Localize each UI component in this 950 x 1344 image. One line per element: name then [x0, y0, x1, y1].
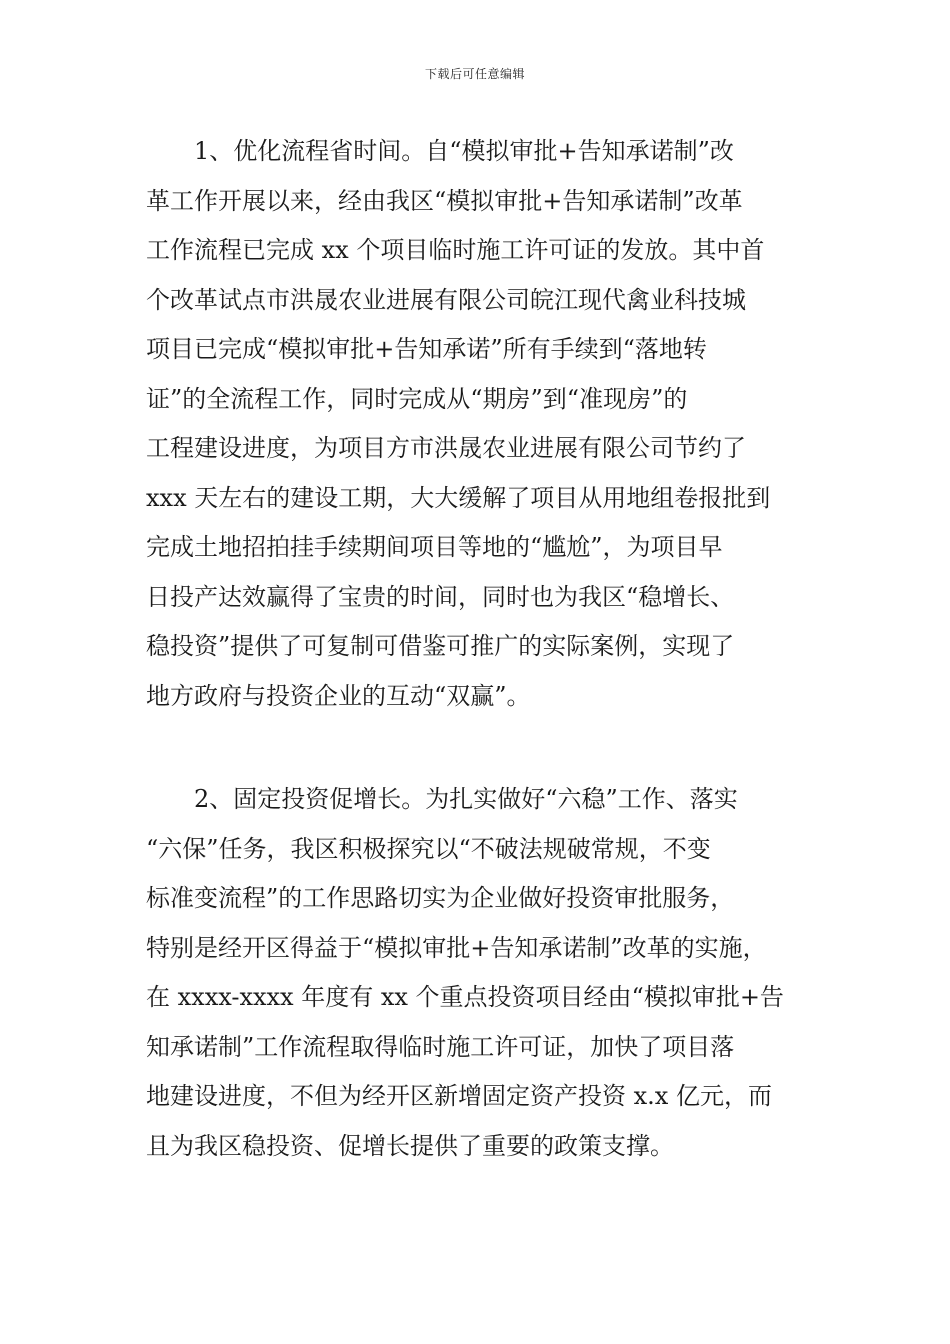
paragraph-1 — [146, 127, 806, 721]
paragraph-line: 地方政府与投资企业的互动“双赢”。 — [146, 681, 531, 710]
paragraph-line: 工作流程已完成 xx 个项目临时施工许可证的发放。其中首 — [146, 236, 765, 264]
paragraph-line: 特别是经开区得益于“模拟审批+告知承诺制”改革的实施， — [146, 933, 767, 962]
page-header: 下载后可任意编辑 — [424, 67, 525, 81]
paragraph-line: xxx 天左右的建设工期，大大缓解了项目从用地组卷报批到 — [146, 483, 771, 512]
paragraph-line: 且为我区稳投资、促增长提供了重要的政策支撑。 — [146, 1131, 674, 1160]
paragraph-line: 标准变流程”的工作思路切实为企业做好投资审批服务， — [146, 884, 735, 912]
paragraph-line: 项目已完成“模拟审批+告知承诺”所有手续到“落地转 — [146, 335, 707, 363]
paragraph-2 — [146, 775, 806, 1171]
paragraph-line: 2、固定投资促增长。为扎实做好“六稳”工作、落实 — [194, 785, 738, 813]
paragraph-line: “六保”任务，我区积极探究以“不破法规破常规，不变 — [146, 834, 711, 863]
paragraph-line: 在 xxxx-xxxx 年度有 xx 个重点投资项目经由“模拟审批+告 — [146, 983, 784, 1011]
paragraph-line: 日投产达效赢得了宝贵的时间，同时也为我区“稳增长、 — [146, 582, 735, 611]
paragraph-line: 知承诺制”工作流程取得临时施工许可证，加快了项目落 — [146, 1032, 735, 1061]
paragraph-line: 证”的全流程工作，同时完成从“期房”到“准现房”的 — [146, 384, 688, 413]
paragraph-line: 个改革试点市洪晟农业进展有限公司皖江现代禽业科技城 — [146, 285, 746, 314]
paragraph-line: 稳投资”提供了可复制可借鉴可推广的实际案例，实现了 — [146, 632, 735, 660]
paragraph-line: 工程建设进度，为项目方市洪晟农业进展有限公司节约了 — [146, 434, 746, 462]
paragraph-line: 完成土地招拍挂手续期间项目等地的“尴尬”，为项目早 — [146, 533, 723, 561]
paragraph-line: 地建设进度，不但为经开区新增固定资产投资 x.x 亿元，而 — [146, 1082, 772, 1110]
paragraph-line: 革工作开展以来，经由我区“模拟审批+告知承诺制”改革 — [146, 186, 743, 215]
paragraph-line: 1、优化流程省时间。自“模拟审批+告知承诺制”改 — [194, 137, 734, 165]
